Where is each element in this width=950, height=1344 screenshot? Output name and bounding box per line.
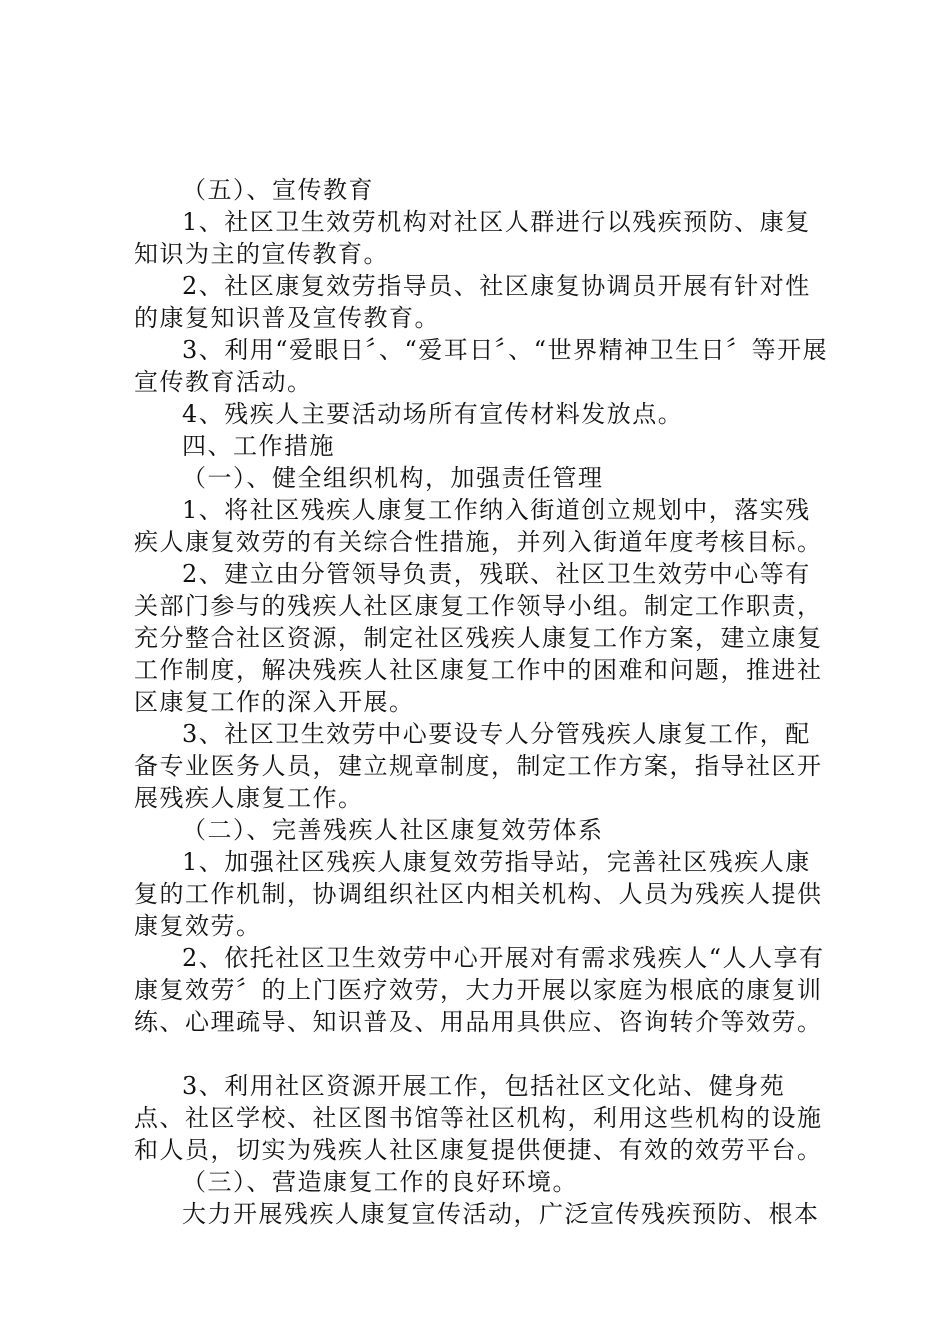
subsection-heading-2: （二）、完善残疾人社区康复效劳体系	[182, 816, 604, 844]
paragraph: 4、残疾人主要活动场所有宣传材料发放点。	[182, 400, 684, 428]
blank-line	[134, 1038, 834, 1070]
paragraph: 大力开展残疾人康复宣传活动，广泛宣传残疾预防、根本	[182, 1200, 820, 1228]
paragraph: 2、社区康复效劳指导员、社区康复协调员开展有针对性的康复知识普及宣传教育。	[134, 272, 811, 332]
section-heading-5: （五）、宣传教育	[182, 176, 374, 204]
section-heading-4: 四、工作措施	[182, 432, 335, 460]
paragraph: 3、社区卫生效劳中心要设专人分管残疾人康复工作，配备专业医务人员，建立规章制度，制定工作方案，指导社区开展残疾人康复工作。	[134, 720, 823, 812]
subsection-heading-3: （三）、营造康复工作的良好环境。	[182, 1168, 578, 1196]
paragraph: 1、将社区残疾人康复工作纳入街道创立规划中，落实残疾人康复效劳的有关综合性措施，并列入街道年度考核目标。	[134, 496, 823, 556]
paragraph: 3、利用“爱眼日〞、“爱耳日〞、“世界精神卫生日〞等开展宣传教育活动。	[134, 336, 829, 396]
paragraph: 1、加强社区残疾人康复效劳指导站，完善社区残疾人康复的工作机制，协调组织社区内相关机构、人员为残疾人提供康复效劳。	[134, 848, 823, 940]
paragraph: 2、依托社区卫生效劳中心开展对有需求残疾人“人人享有康复效劳〞的上门医疗效劳，大力开展以家庭为根底的康复训练、心理疏导、知识普及、用品用具供应、咨询转介等效劳。	[134, 944, 825, 1036]
paragraph: 3、利用社区资源开展工作，包括社区文化站、健身苑点、社区学校、社区图书馆等社区机构，利用这些机构的设施和人员，切实为残疾人社区康复提供便捷、有效的效劳平台。	[134, 1072, 823, 1164]
subsection-heading-1: （一）、健全组织机构，加强责任管理	[182, 464, 604, 492]
document-body	[134, 174, 834, 1230]
paragraph: 2、建立由分管领导负责，残联、社区卫生效劳中心等有关部门参与的残疾人社区康复工作领导小组。制定工作职责，充分整合社区资源，制定社区残疾人康复工作方案，建立康复工作制度，解决残疾人社区康复工作中的困难和问题，推进社区康复工作的深入开展。	[134, 560, 823, 716]
paragraph: 1、社区卫生效劳机构对社区人群进行以残疾预防、康复知识为主的宣传教育。	[134, 208, 811, 268]
